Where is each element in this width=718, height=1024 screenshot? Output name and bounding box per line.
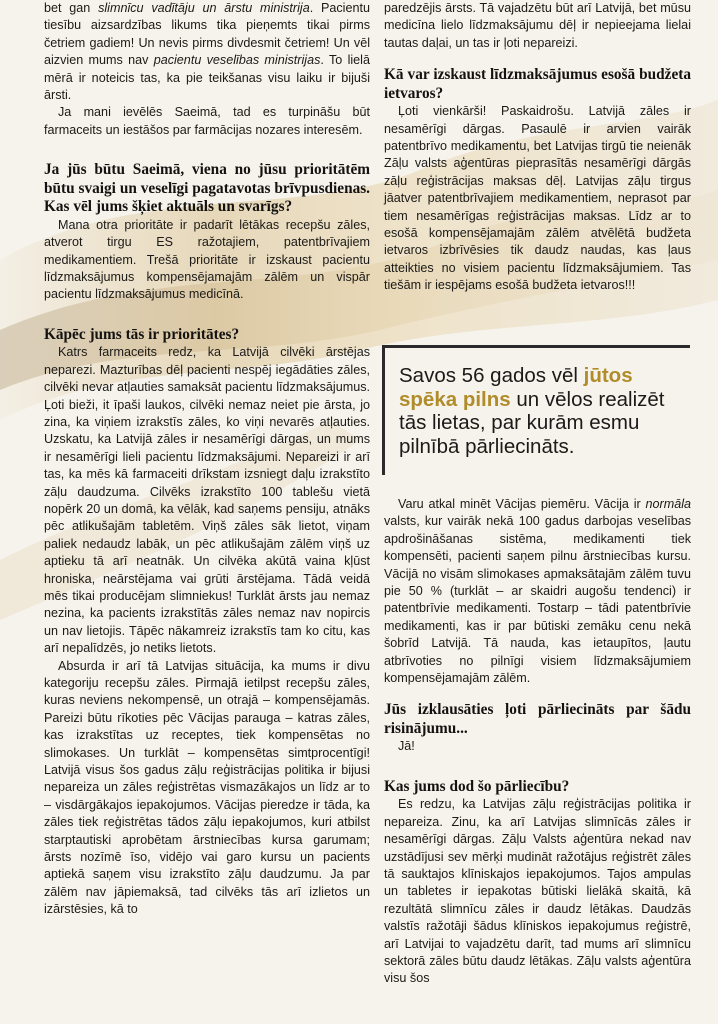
- question-heading: Kas jums dod šo pārliecību?: [384, 777, 570, 795]
- question-heading: Kā var izskaust līdzmaksājumus esošā budžeta ietvaros?: [384, 66, 691, 102]
- paragraph: Ļoti vienkārši! Paskaidrošu. Latvijā zāles ir nesamērīgi dārgas. Pasaulē ir arvien vairāk patentbrīvo medikamentu, bet Latvijas tirgū tie neienāk Zāļu valsts aģentūras pieprasītās nesamērīgi dārgās zāļu reģistrācijas maksas dēļ. Latvijas zāļu tirgus jāatver patentbrīvajiem medikamentiem, neprasot par tiem nesamērīgas reģistrācijas maksas. Līdz ar to esošā kompensējamajām zālēm atvēlētā budžeta ietvaros izbrīvēsies tik daudz naudas, kas ļaus atteikties no visiem pacientu līdzmaksājumiem. Tas tiešām ir iespējams esošā budžeta ietvaros!!!: [384, 104, 691, 293]
- paragraph: Es redzu, ka Latvijas zāļu reģistrācijas politika ir nepareiza. Zinu, ka arī Latvijas slimnīcās zāles ir nesamērīgi dārgas. Zāļu Valsts aģentūra nekad nav uzstādījusi sev mērķi mudināt ražotājus reģistrēt zāles tā sauktajos klīniskajos iepakojumos. Tajos ampulas un tabletes ir iepakotas būtiski lielākā skaitā, kā rezultātā slimnīcu zāles ir daudz lētākas. Daudzās valstīs ražotāji šādus klīniskos iepakojumus reģistrē, arī Latvijai to vajadzētu darīt, tad mums arī slimnīcu sektorā zāles būtu daudz lētākas. Zāļu valsts aģentūra visu šos: [384, 797, 691, 986]
- paragraph: Jā!: [398, 739, 415, 754]
- question-heading: Jūs izklausāties ļoti pārliecināts par šādu risinājumu...: [384, 701, 691, 737]
- right-column: [384, 0, 691, 295]
- paragraph: Absurda ir arī tā Latvijas situācija, ka mums ir divu kategoriju recepšu zāles. Pirmajā ietilpst recepšu zāles, kuras neviens nekompensē, un otrajā – kompensējamās. Pareizi būtu rīkoties pēc Vācijas parauga – katras zāles, kas izrakstītas uz receptes, tiek kompensētas no slimokases. Un turklāt – kompensētas simtprocentīgi! Latvijā visus šos gadus zāļu reģistrācijas politika ir bijusi nepareiza un zāles reģistrētas vismazākajos un līdz ar to – visdārgākajos iepakojumos. Vācijas pieredze ir tāda, ka zāles tiek reģistrētas tādos zāļu iepakojumos, kuri atbilst starptautiski aprobētam ārstniecības kursa garumam; ārsts nozīmē īso, vidējo vai garo kursu un pacients aptiekā saņem visu izrakstīto zāļu daudzumu. Ja par zālēm nav jāpiemaksā, tad cilvēks tās arī izlietos un izārstēsies, kā to: [44, 658, 370, 917]
- question-heading: Ja jūs būtu Saeimā, viena no jūsu prioritātēm būtu svaigi un veselīgi pagatavotas brīvpusdienas. Kas vēl jums šķiet aktuāls un svarīgs?: [44, 161, 370, 216]
- right-column-lower: [384, 496, 691, 988]
- left-column: [44, 0, 370, 919]
- paragraph: Ja mani ievēlēs Saeimā, tad es turpināšu būt farmaceits un iestāšos par farmācijas nozares interesēm.: [44, 105, 370, 137]
- question-heading: Kāpēc jums tās ir prioritātes?: [44, 325, 240, 343]
- pull-quote: Savos 56 gados vēl jūtos spēka pilns un vēlos realizēt tās lietas, par kurām esmu pilnībā pārliecināts.: [382, 345, 690, 475]
- paragraph: Mana otra prioritāte ir padarīt lētākas recepšu zāles, atverot tirgu ES ražotajiem, patentbrīvajiem medikamentiem. Trešā prioritāte ir izskaust pacientu līdzmaksājumus kompensējamajām zālēm un vispār pacientu līdzmaksājumus medicīnā.: [44, 217, 370, 302]
- paragraph: Varu atkal minēt Vācijas piemēru. Vācija ir normāla valsts, kur vairāk nekā 100 gadus darbojas veselības apdrošināšanas sistēma, medikamenti tiek kompensēti, pacienti saņem pilnu ārstniecības kursu. Vācijā no visām slimokases apmaksātajām zālēm tuvu pie 50 % (turklāt – ar skaidri augošu tendenci) ir patentbrīvie medikamenti. Tostarp – tādi patentbrīvie medikamenti, kas ir par būtiski zemāku cenu nekā šobrīd Latvijā. Tā nauda, kas ietaupītos, ļautu atbrīvoties no pilnīgi visiem līdzmaksājumiem kompensējamajām zālēm.: [384, 497, 691, 686]
- paragraph: Katrs farmaceits redz, ka Latvijā cilvēki ārstējas neparezi. Mazturības dēļ pacienti nespēj iegādāties zāles, cilvēki nevar atļauties samaksāt pacientu līdzmaksājumus. Ļoti bieži, it īpaši laukos, cilvēki nemaz neiet pie ārsta, jo zina, ka viņiem izrakstīs zāles, ko viņi nevarēs atļauties. Uzskatu, ka Latvijā zāles ir nesamērīgi dārgas, un mums ir nesamērīgi lieli pacientu līdzmaksājumi. Nepareizi ir arī tas, ka mēs kā farmaceiti drīkstam izsniegt daļu izrakstīto zāļu daudzuma. Cilvēks izrakstīto 100 tablešu vietā nopērk 20 un domā, ka vēlāk, kad saņems pensiju, atnāks pēc atlikušajām tabletēm. Viņš zāles sāk lietot, viņam paliek nedaudz labāk, un pēc atlikušajām zālēm viņš uz aptieku tā arī neatnāk. Un cilvēka akūtā vaina kļūst hroniska, neārstējama vai grūti ārstējama. Tādā veidā mēs tikai producējam slimniekus! Turklāt ārsts jau nemaz nezina, ka pacients izrakstītās zāles nemaz nav nopircis un nav lietojis. Tāpēc nākamreiz izrakstīs tam ko citu, kas arī nepalīdzēs, jo netiks lietots.: [44, 345, 370, 656]
- pull-quote-highlight: jūtos spēka pilns: [399, 364, 633, 411]
- paragraph: paredzējis ārsts. Tā vajadzētu būt arī Latvijā, bet mūsu medicīna lielo līdzmaksājumu dēļ ir nepieejama lielai tautas daļai, un tas ir ļoti nepareizi.: [384, 1, 691, 50]
- paragraph: bet gan slimnīcu vadītāju un ārstu ministrija. Pacientu tiesību aizsardzības likums tika pieņemts tikai pirms četriem gadiem! Un nevis pirms divdesmit četriem! Un vēl aizvien mums nav pacientu veselības ministrijas. To lielā mērā ir noteicis tas, ka pie teikšanas visu laiku ir bijuši ārsti.: [44, 1, 370, 103]
